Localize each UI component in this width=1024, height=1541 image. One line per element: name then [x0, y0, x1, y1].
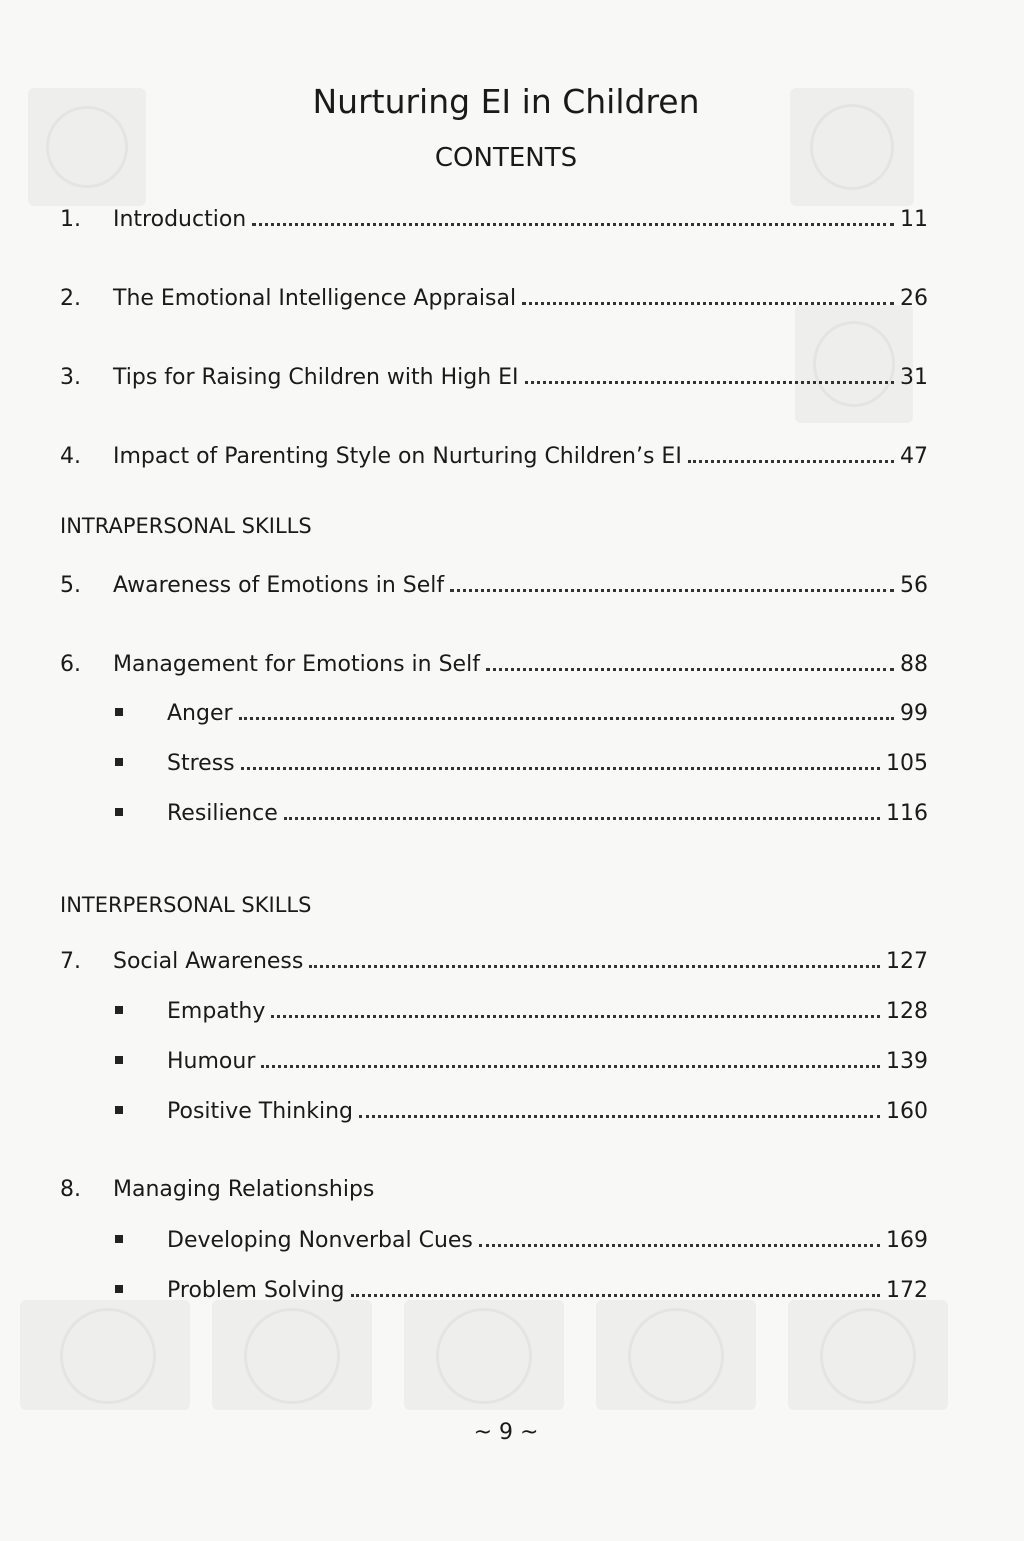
dot-leader	[486, 668, 894, 671]
toc-entry	[60, 1168, 928, 1202]
dot-leader	[239, 717, 894, 720]
bullet-icon	[115, 1056, 123, 1064]
page-number: 105	[886, 751, 928, 776]
toc-subentry	[115, 792, 928, 826]
chapter-title: The Emotional Intelligence Appraisal	[113, 286, 517, 311]
bullet-icon	[115, 758, 123, 766]
page-number: 139	[886, 1049, 928, 1074]
dot-leader	[688, 460, 894, 463]
chapter-number: 4.	[60, 444, 81, 469]
section-heading-intrapersonal: INTRAPERSONAL SKILLS	[60, 514, 312, 538]
chapter-number: 2.	[60, 286, 81, 311]
chapter-title: Social Awareness	[113, 949, 304, 974]
subentry-title: Stress	[167, 751, 235, 776]
dot-leader	[271, 1015, 880, 1018]
subentry-title: Anger	[167, 701, 233, 726]
smiley-ghost-icon	[212, 1300, 372, 1410]
page-number: 99	[900, 701, 928, 726]
page-number: 26	[900, 286, 928, 311]
chapter-title: Managing Relationships	[113, 1177, 375, 1202]
chapter-number: 7.	[60, 949, 81, 974]
page-number: 47	[900, 444, 928, 469]
dot-leader	[522, 302, 894, 305]
page-title: Nurturing EI in Children	[312, 82, 700, 121]
toc-entry	[60, 435, 928, 469]
smiley-ghost-icon	[596, 1300, 756, 1410]
dot-leader	[450, 589, 894, 592]
bullet-icon	[115, 1006, 123, 1014]
chapter-number: 6.	[60, 652, 81, 677]
smiley-ghost-icon	[20, 1300, 190, 1410]
bullet-icon	[115, 1235, 123, 1243]
subentry-title: Empathy	[167, 999, 266, 1024]
toc-entry	[60, 940, 928, 974]
toc-subentry	[115, 742, 928, 776]
page-folio: ~ 9 ~	[473, 1420, 539, 1445]
toc-entry	[60, 643, 928, 677]
toc-subentry	[115, 1219, 928, 1253]
chapter-number: 5.	[60, 573, 81, 598]
toc-subentry	[115, 1269, 928, 1303]
smiley-ghost-icon	[404, 1300, 564, 1410]
page-number: 31	[900, 365, 928, 390]
toc-subentry	[115, 990, 928, 1024]
dot-leader	[351, 1294, 880, 1297]
dot-leader	[241, 767, 880, 770]
chapter-title: Tips for Raising Children with High EI	[113, 365, 519, 390]
dot-leader	[525, 381, 894, 384]
toc-subentry	[115, 1090, 928, 1124]
page-number: 169	[886, 1228, 928, 1253]
chapter-title: Management for Emotions in Self	[113, 652, 480, 677]
subentry-title: Resilience	[167, 801, 278, 826]
chapter-title: Introduction	[113, 207, 247, 232]
chapter-title: Impact of Parenting Style on Nurturing Children’s EI	[113, 444, 682, 469]
bullet-icon	[115, 708, 123, 716]
bullet-icon	[115, 808, 123, 816]
page-number: 56	[900, 573, 928, 598]
page-number: 116	[886, 801, 928, 826]
page-number: 11	[900, 207, 928, 232]
smiley-ghost-icon	[788, 1300, 948, 1410]
toc-entry	[60, 198, 928, 232]
chapter-number: 1.	[60, 207, 81, 232]
toc-entry	[60, 356, 928, 390]
subentry-title: Positive Thinking	[167, 1099, 354, 1124]
chapter-number: 8.	[60, 1177, 81, 1202]
section-heading-interpersonal: INTERPERSONAL SKILLS	[60, 893, 312, 917]
toc-entry	[60, 564, 928, 598]
dot-leader	[261, 1065, 880, 1068]
page-number: 128	[886, 999, 928, 1024]
bullet-icon	[115, 1285, 123, 1293]
subentry-title: Developing Nonverbal Cues	[167, 1228, 473, 1253]
toc-subentry	[115, 692, 928, 726]
bullet-icon	[115, 1106, 123, 1114]
dot-leader	[309, 965, 880, 968]
dot-leader	[359, 1115, 880, 1118]
contents-heading: CONTENTS	[434, 143, 578, 173]
page-number: 160	[886, 1099, 928, 1124]
toc-entry	[60, 277, 928, 311]
subentry-title: Humour	[167, 1049, 256, 1074]
page-number: 127	[886, 949, 928, 974]
chapter-title: Awareness of Emotions in Self	[113, 573, 445, 598]
page-number: 172	[886, 1278, 928, 1303]
dot-leader	[252, 223, 894, 226]
toc-subentry	[115, 1040, 928, 1074]
chapter-number: 3.	[60, 365, 81, 390]
page-number: 88	[900, 652, 928, 677]
dot-leader	[479, 1244, 880, 1247]
dot-leader	[284, 817, 880, 820]
subentry-title: Problem Solving	[167, 1278, 345, 1303]
